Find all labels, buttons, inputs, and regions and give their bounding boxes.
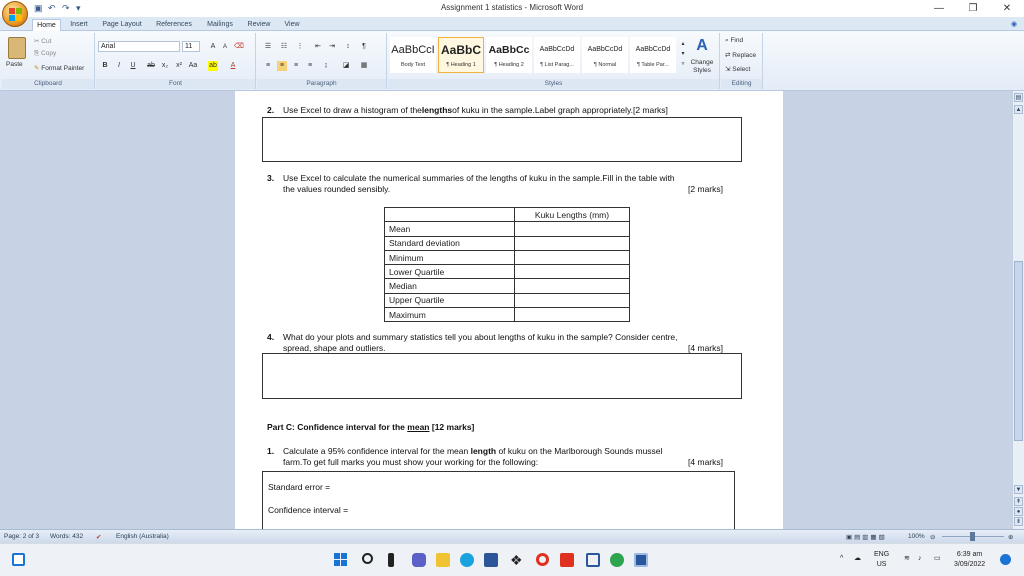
select-icon: ⇲ xyxy=(725,66,733,73)
table-row xyxy=(385,293,630,307)
table-header-empty xyxy=(385,208,515,222)
borders-icon[interactable]: ▦ xyxy=(360,62,368,69)
line-spacing-icon[interactable]: ↨ xyxy=(324,62,328,69)
question-4-line2: spread, shape and outliers. xyxy=(283,343,386,353)
sort-icon[interactable]: ↕ xyxy=(346,43,350,50)
shading-icon[interactable]: ◪ xyxy=(342,62,350,69)
question-c1-line2: farm.To get full marks you must show your working for the following: xyxy=(283,457,539,467)
bullets-icon[interactable]: ☰ xyxy=(264,43,272,50)
title-bar xyxy=(0,0,1024,17)
answer-box-q2[interactable] xyxy=(262,117,742,162)
table-row xyxy=(385,308,630,322)
zoom-level[interactable]: 100% xyxy=(908,533,925,540)
row-label: Lower Quartile xyxy=(385,265,515,279)
notifications-icon[interactable] xyxy=(1000,554,1011,565)
styles-group xyxy=(388,33,720,89)
question-3: 3. Use Excel to calculate the numerical summaries of the lengths of kuku in the sample.Fill in the table with the values rounded sensibly. [2 marks] xyxy=(267,173,733,195)
select-button[interactable]: ⇲ Select xyxy=(725,66,751,73)
tab-references[interactable]: References xyxy=(156,21,192,28)
view-buttons[interactable]: ▣▤▥▦▧ xyxy=(846,534,887,541)
font-size-select[interactable]: 11 xyxy=(182,41,200,52)
style-body-text[interactable]: AaBbCcI Body Text xyxy=(390,37,436,73)
tab-view[interactable]: View xyxy=(284,21,300,28)
subscript-icon[interactable]: x₂ xyxy=(161,62,169,69)
clock[interactable]: 6:39 am 3/09/2022 xyxy=(954,551,986,568)
superscript-icon[interactable]: x² xyxy=(176,62,182,69)
change-styles-icon[interactable]: A xyxy=(696,37,708,54)
decrease-indent-icon[interactable]: ⇤ xyxy=(315,43,321,50)
previous-page-icon[interactable]: ⇞ xyxy=(1015,499,1022,505)
styles-scroll-icon[interactable]: ▴ ▾ ▿ xyxy=(681,41,685,67)
editing-group xyxy=(721,33,763,89)
store-icon[interactable] xyxy=(484,553,498,567)
word-taskbar-icon[interactable] xyxy=(634,553,648,567)
tab-home[interactable]: Home xyxy=(32,19,61,31)
show-formatting-icon[interactable]: ¶ xyxy=(362,43,366,50)
find-button[interactable]: ⌕ Find xyxy=(725,37,744,44)
customize-qat-icon[interactable]: ▾ xyxy=(76,3,81,13)
close-button[interactable]: ✕ xyxy=(1002,3,1012,14)
format-painter-button[interactable]: ✎ Format Painter xyxy=(34,65,85,72)
task-view-icon[interactable] xyxy=(12,553,25,566)
underline-button[interactable]: U xyxy=(130,62,136,69)
question-3-line1: Use Excel to calculate the numerical summaries of the lengths of kuku in the sample.Fill in the table with xyxy=(283,173,675,183)
help-icon[interactable]: ◉ xyxy=(1010,21,1018,28)
search-icon[interactable] xyxy=(362,553,373,564)
grow-font-icon[interactable]: A xyxy=(210,43,216,50)
row-label: Median xyxy=(385,279,515,293)
question-2-text: Use Excel to draw a histogram of thelengthsof kuku in the sample.Label graph appropriately.[2 marks] xyxy=(283,105,668,115)
chrome-icon[interactable] xyxy=(610,553,624,567)
style-heading-1[interactable]: AaBbC ¶ Heading 1 xyxy=(438,37,484,73)
outlook-icon[interactable] xyxy=(586,553,600,567)
table-row xyxy=(385,250,630,264)
align-center-icon[interactable]: ≡ xyxy=(277,61,287,71)
table-cell[interactable] xyxy=(515,250,630,264)
start-icon[interactable] xyxy=(334,553,348,567)
scissors-icon: ✂ xyxy=(34,38,42,45)
row-label: Standard deviation xyxy=(385,236,515,250)
zoom-slider-thumb[interactable] xyxy=(970,532,975,541)
office-icon[interactable] xyxy=(560,553,574,567)
row-label: Minimum xyxy=(385,250,515,264)
scroll-down-icon[interactable]: ▼ xyxy=(1015,487,1022,493)
language-indicator[interactable]: English (Australia) xyxy=(116,533,169,540)
style-list-paragraph[interactable]: AaBbCcDd ¶ List Parag... xyxy=(534,37,580,73)
clipboard-group xyxy=(2,33,95,89)
replace-icon: ⇄ xyxy=(725,52,733,59)
scroll-thumb[interactable] xyxy=(1014,261,1023,441)
table-cell[interactable] xyxy=(515,293,630,307)
table-cell[interactable] xyxy=(515,279,630,293)
table-header: Kuku Lengths (mm) xyxy=(515,208,630,222)
replace-button[interactable]: ⇄ Replace xyxy=(725,52,757,59)
paste-icon[interactable] xyxy=(8,37,26,59)
italic-button[interactable]: I xyxy=(118,62,120,69)
strikethrough-icon[interactable]: ab xyxy=(147,62,155,69)
copy-icon: ⎘ xyxy=(34,50,42,57)
window-title: Assignment 1 statistics - Microsoft Word xyxy=(440,3,584,12)
summary-table xyxy=(384,207,630,322)
office-logo-icon-blue xyxy=(9,15,15,21)
edge-icon[interactable] xyxy=(460,553,474,567)
table-row xyxy=(385,236,630,250)
table-row xyxy=(385,279,630,293)
question-3-line2: the values rounded sensibly. xyxy=(283,184,391,194)
tab-mailings[interactable]: Mailings xyxy=(207,21,233,28)
styles-group-label: Styles xyxy=(388,79,719,89)
dropbox-icon[interactable]: ❖ xyxy=(510,552,523,568)
style-table-paragraph[interactable]: AaBbCcDd ¶ Table Par... xyxy=(630,37,676,73)
opera-icon[interactable] xyxy=(536,553,549,566)
part-c-heading: Part C: Confidence interval for the mean [12 marks] xyxy=(267,422,475,432)
teams-icon[interactable] xyxy=(412,553,426,567)
justify-icon[interactable]: ≡ xyxy=(307,62,313,69)
font-color-icon[interactable]: A xyxy=(230,62,236,69)
file-explorer-icon[interactable] xyxy=(436,553,450,567)
maximize-button[interactable]: ❐ xyxy=(968,3,978,14)
row-label: Mean xyxy=(385,222,515,236)
font-group-label: Font xyxy=(96,79,255,89)
align-left-icon[interactable]: ≡ xyxy=(265,62,271,69)
paragraph-group-label: Paragraph xyxy=(257,79,386,89)
font-family-select[interactable]: Arial xyxy=(98,41,180,52)
redo-icon[interactable]: ↷ xyxy=(62,3,70,13)
table-cell[interactable] xyxy=(515,308,630,322)
change-case-icon[interactable]: Aa xyxy=(188,62,198,69)
font-group xyxy=(96,33,256,89)
increase-indent-icon[interactable]: ⇥ xyxy=(329,43,335,50)
office-logo-icon-green xyxy=(16,8,22,14)
widgets-icon[interactable] xyxy=(388,553,394,567)
standard-error-label: Standard error = xyxy=(268,482,331,492)
tab-page-layout[interactable]: Page Layout xyxy=(102,21,142,28)
paragraph-group xyxy=(257,33,387,89)
change-styles-button[interactable]: Change Styles xyxy=(690,59,714,74)
answer-box-c1[interactable] xyxy=(262,471,735,529)
wifi-icon[interactable]: ≋ xyxy=(904,555,910,562)
style-normal[interactable]: AaBbCcDd ¶ Normal xyxy=(582,37,628,73)
binoculars-icon: ⌕ xyxy=(725,37,731,44)
status-bar xyxy=(0,529,1024,543)
table-header-row xyxy=(385,208,630,222)
document-area xyxy=(0,91,1012,529)
clear-format-icon[interactable]: ⌫ xyxy=(234,43,244,50)
question-4-line1: What do your plots and summary statistics tell you about lengths of kuku in the sample? Consider centre, xyxy=(283,332,678,342)
ribbon xyxy=(0,31,1024,91)
bold-button[interactable]: B xyxy=(102,62,108,69)
question-2: 2. Use Excel to draw a histogram of thelengthsof kuku in the sample.Label graph appropriately.[2 marks] xyxy=(267,105,668,115)
row-label: Upper Quartile xyxy=(385,293,515,307)
undo-icon[interactable]: ↶ xyxy=(48,3,56,13)
office-logo-icon-yellow xyxy=(16,15,22,21)
minimize-button[interactable]: — xyxy=(934,3,944,14)
proofing-icon[interactable]: ✔ xyxy=(96,534,102,541)
ruler-toggle-icon[interactable]: ▤ xyxy=(1015,95,1022,101)
vertical-scrollbar[interactable] xyxy=(1012,91,1024,529)
brush-icon: ✎ xyxy=(34,65,42,72)
word-count[interactable]: Words: 432 xyxy=(50,533,84,540)
save-icon[interactable]: ▣ xyxy=(34,3,43,13)
question-c1-line1: Calculate a 95% confidence interval for the mean length of kuku on the Marlborough Sounds mussel xyxy=(283,446,663,456)
question-3-marks: [2 marks] xyxy=(688,184,723,194)
tab-insert[interactable]: Insert xyxy=(70,21,88,28)
row-label: Maximum xyxy=(385,308,515,322)
copy-button[interactable]: ⎘ Copy xyxy=(34,50,57,57)
browse-object-icon[interactable]: ● xyxy=(1014,507,1023,516)
question-c1: 1. Calculate a 95% confidence interval for the mean length of kuku on the Marlborough Sounds mussel farm.To get full marks you must show your working for the following: [4 marks] xyxy=(267,446,733,468)
question-c1-marks: [4 marks] xyxy=(688,457,723,467)
tab-review[interactable]: Review xyxy=(247,21,271,28)
page-count[interactable]: Page: 2 of 3 xyxy=(4,533,40,540)
numbering-icon[interactable]: ☷ xyxy=(280,43,288,50)
table-cell[interactable] xyxy=(515,236,630,250)
answer-box-q4[interactable] xyxy=(262,353,742,399)
document-page[interactable] xyxy=(235,91,783,529)
zoom-out-icon[interactable]: ⊖ xyxy=(930,534,936,541)
shrink-font-icon[interactable]: A xyxy=(222,44,227,50)
ribbon-tabs xyxy=(0,17,1024,31)
clipboard-group-label: Clipboard xyxy=(2,79,94,89)
multilevel-list-icon[interactable]: ⋮ xyxy=(296,43,304,50)
table-cell[interactable] xyxy=(515,265,630,279)
next-page-icon[interactable]: ⇟ xyxy=(1015,519,1022,525)
highlight-icon[interactable]: ab xyxy=(209,62,217,69)
paste-button[interactable]: Paste xyxy=(6,61,23,68)
office-logo-icon xyxy=(9,8,15,14)
taskbar xyxy=(0,543,1024,576)
zoom-in-icon[interactable]: ⊕ xyxy=(1008,534,1014,541)
office-button[interactable] xyxy=(2,1,28,27)
table-row xyxy=(385,222,630,236)
cut-button[interactable]: ✂ Cut xyxy=(34,38,52,45)
table-cell[interactable] xyxy=(515,222,630,236)
tray-overflow-icon[interactable]: ^ xyxy=(840,555,844,562)
question-4-marks: [4 marks] xyxy=(688,343,723,353)
volume-icon[interactable]: ♪ xyxy=(918,555,922,562)
editing-group-label: Editing xyxy=(721,79,762,89)
battery-icon[interactable]: ▭ xyxy=(934,555,941,562)
input-language[interactable]: ENG US xyxy=(874,551,890,568)
align-right-icon[interactable]: ≡ xyxy=(293,62,299,69)
scroll-up-icon[interactable]: ▲ xyxy=(1015,107,1022,113)
confidence-interval-label: Confidence interval = xyxy=(268,505,349,515)
cloud-icon[interactable]: ☁ xyxy=(854,555,861,562)
table-row xyxy=(385,265,630,279)
style-heading-2[interactable]: AaBbCc ¶ Heading 2 xyxy=(486,37,532,73)
question-4: 4. What do your plots and summary statistics tell you about lengths of kuku in the sample? Consider centre, spread, shape and outliers. [4 marks] xyxy=(267,332,743,354)
